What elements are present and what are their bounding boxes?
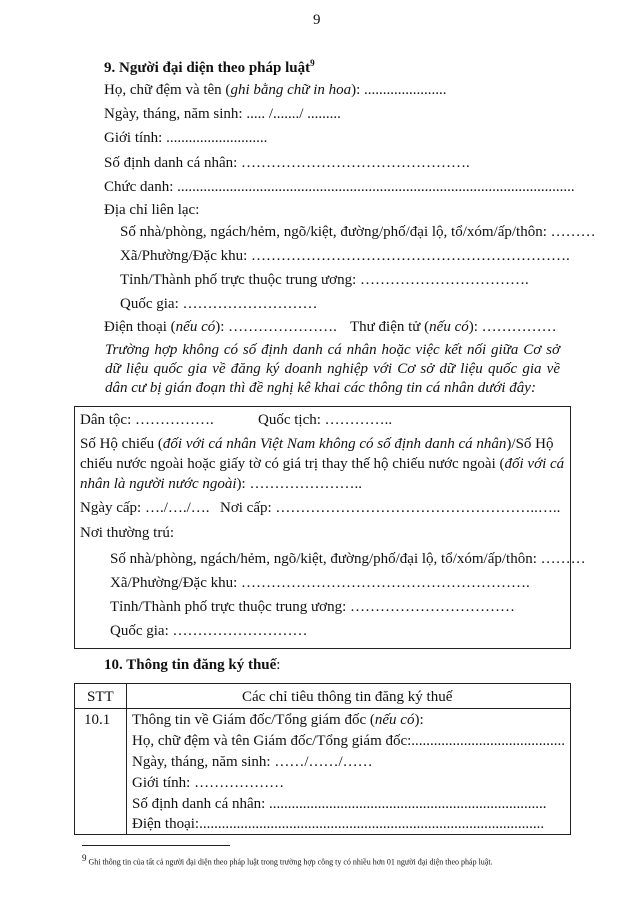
phone-tail: ): …………………. [215,319,337,335]
footnote [82,853,493,867]
column-header-items: Các chỉ tiêu thông tin đăng ký thuế [242,689,453,705]
passport-hint-2: đối với cá nhân là người nước ngoài [80,456,565,492]
nationality-line: Quốc tịch: ………….. [258,412,393,428]
residence-label: Nơi thường trú: [80,525,174,541]
table-column-divider [126,683,127,835]
section-10-title-tail: : [276,657,281,673]
footnote-mark: 9 [82,853,87,863]
issue-date-line: Ngày cấp: …./…./…. [80,500,210,516]
footnote-separator [82,845,230,846]
section-10-title [104,657,280,674]
table-header-divider [74,708,571,709]
full-name-tail: ): ...................... [351,82,447,98]
footnote-text: Ghi thông tin của tất cả người đại diện theo pháp luật trong trường hợp công ty có nhiều hơn 01 người đại diện theo pháp luật. [86,857,493,867]
phone-hint: nếu có [175,319,216,335]
phone-line [104,319,337,336]
country-line: Quốc gia: ……………………… [120,296,318,312]
dob-line: Ngày, tháng, năm sinh: ..... /......./ ......... [104,106,341,122]
residence-ward-line: Xã/Phường/Đặc khu: …………………………………………………. [110,575,530,591]
job-title-line: Chức danh: .......................................................................................................... [104,179,575,195]
phone-label: Điện thoại ( [104,319,176,335]
passport-middle: )/Số Hộ chiếu nước ngoài hoặc giấy tờ có giá trị thay thế hộ chiếu nước ngoài ( [80,436,554,472]
residence-country-line: Quốc gia: ……………………… [110,623,308,639]
director-info-hint: nếu có [374,712,415,728]
full-name-label: Họ, chữ đệm và tên ( [104,82,231,98]
row-stt: 10.1 [84,712,111,728]
page-number: 9 [313,12,321,28]
full-name-hint: ghi bằng chữ in hoa [230,82,352,98]
footnote-ref: 9 [310,58,315,68]
residence-province-line: Tỉnh/Thành phố trực thuộc trung ương: …………………………… [110,599,515,615]
issue-place-line: Nơi cấp: ……………………………………………..….. [220,500,561,516]
passport-paragraph [80,434,565,494]
id-number-line: Số định danh cá nhân: ………………………………………. [104,155,470,171]
director-gender-line: Giới tính: ……………… [132,775,285,791]
section-9-title [104,58,315,77]
residence-house-street-line: Số nhà/phòng, ngách/hẻm, ngõ/kiệt, đường/phố/đại lộ, tổ/xóm/ấp/thôn: ……… [110,551,586,567]
section-10-title-text: 10. Thông tin đăng ký thuế [104,657,277,673]
passport-label: Số Hộ chiếu ( [80,436,163,452]
email-tail: ): …………… [468,319,557,335]
house-street-line: Số nhà/phòng, ngách/hẻm, ngõ/kiệt, đường/phố/đại lộ, tổ/xóm/ấp/thôn: ……… [120,224,596,240]
personal-info-note: Trường hợp không có số định danh cá nhân hoặc việc kết nối giữa Cơ sở dữ liệu quốc gia về đăng ký doanh nghiệp với Cơ sở dữ liệu quốc gia về dân cư bị gián đoạn thì đề nghị kê khai các thông tin cá nhân dưới đây: [105,342,560,396]
director-name-line: Họ, chữ đệm và tên Giám đốc/Tổng giám đốc:......................................... [132,733,566,749]
gender-line: Giới tính: ........................... [104,130,268,146]
full-name-line [104,82,447,99]
passport-hint-1: đối với cá nhân Việt Nam không có số định danh cá nhân [162,436,507,452]
ethnicity-line: Dân tộc: ……………. [80,412,214,428]
director-phone-line: Điện thoại:............................................................................................ [132,816,545,832]
director-dob-line: Ngày, tháng, năm sinh: ……/……/…… [132,754,373,770]
email-hint: nếu có [429,319,469,335]
column-header-stt: STT [87,689,114,705]
passport-tail: ): ………………….. [236,476,362,492]
director-info-tail: ): [414,712,424,728]
director-info-label: Thông tin về Giám đốc/Tổng giám đốc ( [132,712,375,728]
email-line [350,319,557,336]
section-9-title-text: 9. Người đại diện theo pháp luật [104,60,311,76]
contact-address-label: Địa chỉ liên lạc: [104,202,200,218]
ward-line: Xã/Phường/Đặc khu: ………………………………………………………. [120,248,570,264]
director-info-title [132,712,424,729]
email-label: Thư điện tử ( [350,319,430,335]
director-id-line: Số định danh cá nhân: .......................................................................... [132,796,547,812]
province-line: Tỉnh/Thành phố trực thuộc trung ương: ……………………………. [120,272,529,288]
